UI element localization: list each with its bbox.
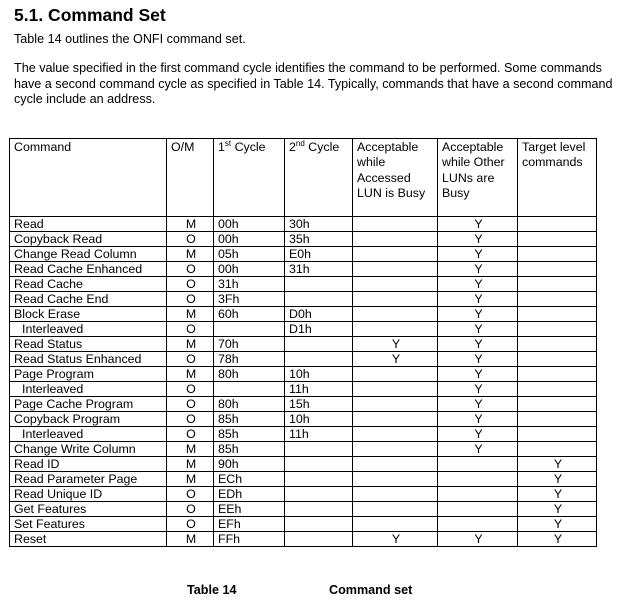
cell-first-cycle — [214, 322, 285, 337]
table-row — [10, 517, 597, 532]
cell-acceptable-other-luns: Y — [438, 532, 518, 547]
cell-acceptable-other-luns: Y — [438, 262, 518, 277]
cell-om: M — [167, 532, 214, 547]
cell-acceptable-accessed-lun — [353, 397, 438, 412]
cell-acceptable-other-luns — [438, 487, 518, 502]
cell-second-cycle: 11h — [285, 382, 353, 397]
cell-target-level: Y — [518, 457, 597, 472]
table-row — [10, 427, 597, 442]
cell-command: Read Cache End — [10, 292, 167, 307]
cell-target-level — [518, 247, 597, 262]
cell-acceptable-accessed-lun: Y — [353, 337, 438, 352]
cell-target-level — [518, 337, 597, 352]
cell-acceptable-other-luns — [438, 517, 518, 532]
table-row — [10, 232, 597, 247]
cell-command: Interleaved — [10, 382, 167, 397]
cell-acceptable-accessed-lun — [353, 232, 438, 247]
cell-target-level — [518, 352, 597, 367]
cell-acceptable-other-luns: Y — [438, 322, 518, 337]
cell-command: Read Status Enhanced — [10, 352, 167, 367]
cell-om: O — [167, 427, 214, 442]
cell-acceptable-accessed-lun — [353, 427, 438, 442]
table-row — [10, 337, 597, 352]
caption-label: Table 14 — [187, 583, 237, 597]
cell-first-cycle: 85h — [214, 442, 285, 457]
cell-second-cycle — [285, 352, 353, 367]
cell-target-level — [518, 412, 597, 427]
cell-target-level — [518, 397, 597, 412]
cell-command: Copyback Read — [10, 232, 167, 247]
cell-command: Read Parameter Page — [10, 472, 167, 487]
table-row — [10, 262, 597, 277]
cell-command: Change Write Column — [10, 442, 167, 457]
cell-om: O — [167, 292, 214, 307]
section-title: 5.1. Command Set — [14, 5, 166, 25]
table-row — [10, 382, 597, 397]
cell-first-cycle: 60h — [214, 307, 285, 322]
cell-acceptable-accessed-lun — [353, 217, 438, 232]
table-row — [10, 292, 597, 307]
cell-acceptable-other-luns: Y — [438, 397, 518, 412]
cell-om: O — [167, 262, 214, 277]
cell-first-cycle: 05h — [214, 247, 285, 262]
cell-target-level — [518, 277, 597, 292]
cell-acceptable-accessed-lun — [353, 367, 438, 382]
cell-acceptable-other-luns: Y — [438, 277, 518, 292]
cell-acceptable-other-luns: Y — [438, 232, 518, 247]
cell-acceptable-accessed-lun — [353, 442, 438, 457]
cell-first-cycle: 80h — [214, 397, 285, 412]
cell-target-level: Y — [518, 502, 597, 517]
table-row — [10, 457, 597, 472]
cell-target-level — [518, 292, 597, 307]
caption-text: Command set — [329, 583, 413, 597]
cell-first-cycle — [214, 382, 285, 397]
cell-om: O — [167, 352, 214, 367]
table-row — [10, 322, 597, 337]
cell-second-cycle: 31h — [285, 262, 353, 277]
cell-second-cycle — [285, 457, 353, 472]
cell-second-cycle — [285, 487, 353, 502]
cell-om: O — [167, 412, 214, 427]
header-acceptable-accessed-lun: Acceptable while Accessed LUN is Busy — [353, 139, 438, 217]
cell-acceptable-accessed-lun: Y — [353, 352, 438, 367]
cell-command: Copyback Program — [10, 412, 167, 427]
cell-first-cycle: 90h — [214, 457, 285, 472]
cell-command: Interleaved — [10, 427, 167, 442]
cell-second-cycle — [285, 292, 353, 307]
cell-om: O — [167, 322, 214, 337]
cell-target-level: Y — [518, 532, 597, 547]
header-first-cycle-text: Cycle — [231, 140, 266, 154]
cell-acceptable-other-luns — [438, 457, 518, 472]
table-row — [10, 487, 597, 502]
table-row — [10, 217, 597, 232]
header-target-level: Target level commands — [518, 139, 597, 217]
cell-om: O — [167, 232, 214, 247]
header-second-cycle-sup: nd — [295, 138, 305, 148]
table-row — [10, 502, 597, 517]
table-row — [10, 352, 597, 367]
cell-om: M — [167, 307, 214, 322]
cell-om: M — [167, 367, 214, 382]
cell-om: M — [167, 337, 214, 352]
cell-acceptable-other-luns: Y — [438, 292, 518, 307]
header-second-cycle-num: 2 — [289, 140, 296, 154]
cell-command: Read ID — [10, 457, 167, 472]
cell-first-cycle: EEh — [214, 502, 285, 517]
cell-target-level — [518, 262, 597, 277]
cell-acceptable-other-luns: Y — [438, 367, 518, 382]
cell-acceptable-other-luns — [438, 502, 518, 517]
cell-acceptable-other-luns — [438, 472, 518, 487]
cell-acceptable-other-luns: Y — [438, 382, 518, 397]
cell-acceptable-other-luns: Y — [438, 352, 518, 367]
header-acceptable-other-luns: Acceptable while Other LUNs are Busy — [438, 139, 518, 217]
header-command: Command — [10, 139, 167, 217]
cell-command: Read — [10, 217, 167, 232]
cell-acceptable-other-luns: Y — [438, 217, 518, 232]
cell-acceptable-accessed-lun — [353, 277, 438, 292]
cell-om: O — [167, 517, 214, 532]
cell-acceptable-accessed-lun — [353, 322, 438, 337]
cell-acceptable-other-luns: Y — [438, 247, 518, 262]
cell-first-cycle: FFh — [214, 532, 285, 547]
cell-second-cycle — [285, 442, 353, 457]
header-second-cycle-text: Cycle — [304, 140, 340, 154]
cell-om: M — [167, 457, 214, 472]
cell-target-level — [518, 427, 597, 442]
intro-paragraph-2: The value specified in the first command cycle identifies the command to be performed. Some commands have a second command cycle as specified in Table 14. Typically, commands that have a second command cycle include an address. — [14, 61, 613, 106]
cell-target-level: Y — [518, 472, 597, 487]
cell-first-cycle: ECh — [214, 472, 285, 487]
cell-second-cycle: 10h — [285, 367, 353, 382]
cell-command: Read Unique ID — [10, 487, 167, 502]
cell-second-cycle: E0h — [285, 247, 353, 262]
cell-second-cycle — [285, 517, 353, 532]
cell-acceptable-other-luns: Y — [438, 442, 518, 457]
cell-command: Interleaved — [10, 322, 167, 337]
cell-target-level — [518, 367, 597, 382]
cell-target-level — [518, 442, 597, 457]
onfi-command-table — [9, 138, 597, 547]
cell-acceptable-accessed-lun — [353, 457, 438, 472]
cell-target-level — [518, 307, 597, 322]
cell-command: Change Read Column — [10, 247, 167, 262]
cell-first-cycle: 85h — [214, 412, 285, 427]
cell-acceptable-accessed-lun — [353, 292, 438, 307]
table-row — [10, 277, 597, 292]
cell-target-level — [518, 382, 597, 397]
table-row — [10, 247, 597, 262]
cell-command: Get Features — [10, 502, 167, 517]
table-row — [10, 307, 597, 322]
cell-acceptable-accessed-lun — [353, 382, 438, 397]
table-body — [10, 217, 597, 547]
cell-acceptable-accessed-lun — [353, 307, 438, 322]
cell-om: O — [167, 277, 214, 292]
cell-second-cycle — [285, 502, 353, 517]
cell-first-cycle: 00h — [214, 232, 285, 247]
table-row — [10, 472, 597, 487]
cell-om: M — [167, 442, 214, 457]
cell-target-level — [518, 217, 597, 232]
cell-om: O — [167, 397, 214, 412]
cell-command: Page Program — [10, 367, 167, 382]
cell-command: Read Status — [10, 337, 167, 352]
cell-second-cycle: 15h — [285, 397, 353, 412]
table-row — [10, 442, 597, 457]
intro-paragraph-1: Table 14 outlines the ONFI command set. — [14, 32, 246, 46]
cell-command: Block Erase — [10, 307, 167, 322]
cell-first-cycle: 00h — [214, 217, 285, 232]
cell-second-cycle: D0h — [285, 307, 353, 322]
cell-second-cycle: 30h — [285, 217, 353, 232]
table-row — [10, 532, 597, 547]
cell-acceptable-accessed-lun — [353, 412, 438, 427]
cell-command: Read Cache Enhanced — [10, 262, 167, 277]
cell-acceptable-accessed-lun: Y — [353, 532, 438, 547]
cell-acceptable-other-luns: Y — [438, 427, 518, 442]
cell-first-cycle: 70h — [214, 337, 285, 352]
cell-command: Read Cache — [10, 277, 167, 292]
cell-om: O — [167, 502, 214, 517]
cell-acceptable-accessed-lun — [353, 472, 438, 487]
cell-second-cycle — [285, 277, 353, 292]
table-row — [10, 367, 597, 382]
cell-first-cycle: 80h — [214, 367, 285, 382]
cell-om: M — [167, 247, 214, 262]
header-first-cycle — [214, 139, 285, 217]
header-second-cycle — [285, 139, 353, 217]
table-header-row — [10, 139, 597, 217]
cell-target-level — [518, 232, 597, 247]
cell-target-level: Y — [518, 517, 597, 532]
cell-acceptable-accessed-lun — [353, 517, 438, 532]
table-row — [10, 412, 597, 427]
header-first-cycle-sup: st — [224, 138, 232, 148]
cell-first-cycle: 3Fh — [214, 292, 285, 307]
cell-second-cycle: D1h — [285, 322, 353, 337]
header-om: O/M — [167, 139, 214, 217]
cell-acceptable-accessed-lun — [353, 487, 438, 502]
cell-second-cycle: 10h — [285, 412, 353, 427]
cell-command: Set Features — [10, 517, 167, 532]
cell-target-level: Y — [518, 487, 597, 502]
cell-second-cycle — [285, 337, 353, 352]
cell-target-level — [518, 322, 597, 337]
cell-acceptable-accessed-lun — [353, 502, 438, 517]
cell-om: M — [167, 472, 214, 487]
cell-first-cycle: 78h — [214, 352, 285, 367]
cell-om: O — [167, 487, 214, 502]
table-row — [10, 397, 597, 412]
cell-acceptable-accessed-lun — [353, 247, 438, 262]
cell-second-cycle — [285, 532, 353, 547]
cell-second-cycle: 11h — [285, 427, 353, 442]
cell-second-cycle: 35h — [285, 232, 353, 247]
cell-om: O — [167, 382, 214, 397]
cell-acceptable-other-luns: Y — [438, 307, 518, 322]
cell-first-cycle: EFh — [214, 517, 285, 532]
cell-om: M — [167, 217, 214, 232]
cell-acceptable-other-luns: Y — [438, 412, 518, 427]
cell-acceptable-other-luns: Y — [438, 337, 518, 352]
cell-acceptable-accessed-lun — [353, 262, 438, 277]
header-first-cycle-num: 1 — [218, 140, 225, 154]
cell-first-cycle: 31h — [214, 277, 285, 292]
cell-first-cycle: 00h — [214, 262, 285, 277]
cell-command: Page Cache Program — [10, 397, 167, 412]
cell-first-cycle: EDh — [214, 487, 285, 502]
cell-command: Reset — [10, 532, 167, 547]
cell-first-cycle: 85h — [214, 427, 285, 442]
cell-second-cycle — [285, 472, 353, 487]
